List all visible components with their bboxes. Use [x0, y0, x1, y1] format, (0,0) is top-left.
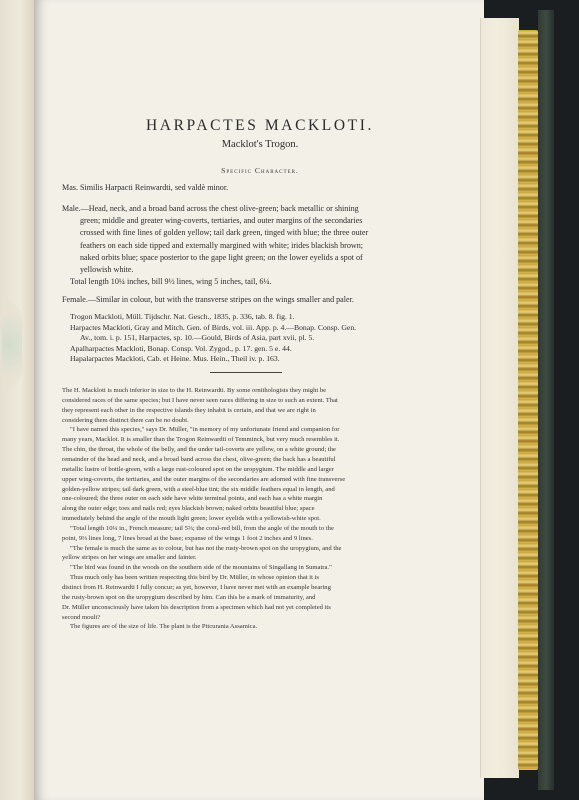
synonymy-line: Hapalarpactes Mackloti, Cab. et Heine. Mus. Hein., Theil iv. p. 163.	[70, 354, 280, 363]
book-cover	[538, 10, 554, 790]
synonymy-line: Av., tom. i. p. 151, Harpactes, sp. 10.—Gould, Birds of Asia, part xvii, pl. 5.	[80, 333, 315, 342]
body-line: upper wing-coverts, the tertiaries, and the outer margins of the secondaries are adorned with fine transverse	[62, 475, 346, 483]
male-line: Total length 10¼ inches, bill 9½ lines, wing 5 inches, tail, 6¼.	[70, 277, 272, 287]
body-line: they represent each other in the respective islands they inhabit is certain, and that we are right in	[62, 406, 316, 414]
body-line: golden-yellow stripes; tail dark green, with a steel-blue tint; the six middle feathers equal in length, and	[62, 485, 335, 493]
male-line: green; middle and greater wing-coverts, tertiaries, and outer margins of the secondaries	[80, 216, 363, 226]
body-line: considered races of the same species; but I have never seen races differing in size to such an extent. That	[62, 396, 338, 404]
male-line: yellowish white.	[80, 265, 134, 274]
male-line: feathers on each side tipped and externally margined with white; irides blackish brown;	[80, 240, 364, 250]
body-line: The H. Mackloti is much inferior in size to the H. Reinwardti. By some ornithologists they might be	[62, 387, 327, 394]
body-line: along the outer edge; toes and nails red; eyes blackish brown; naked orbits beautiful blue; space	[62, 505, 315, 513]
page-subtitle: Macklot's Trogon.	[221, 139, 299, 150]
body-line: Thus much only has been written respecting this bird by Dr. Müller, in whose opinion that it is	[70, 574, 319, 582]
specific-character-heading: Specific Character.	[221, 166, 299, 175]
synonymy-line: Harpactes Mackloti, Gray and Mitch. Gen. of Birds, vol. iii. App. p. 4.—Bonap. Consp. Gen.	[70, 322, 357, 332]
body-line: "I have named this species," says Dr. Müller, "in memory of my unfortunate friend and companion for	[70, 426, 340, 434]
body-line: distinct from H. Reinwardti I fully concur; as yet, however, I have never met with an example bearing	[62, 584, 331, 591]
body-line: The chin, the throat, the whole of the belly, and the under tail-coverts are yellow, on a white ground; the	[62, 446, 336, 454]
synonymy-line: Trogon Mackloti, Müll. Tijdschr. Nat. Gesch., 1835, p. 336, tab. 8. fig. 1.	[70, 312, 295, 321]
body-line: yellow stripes on her wings are smaller and fainter.	[62, 554, 197, 562]
body-line: "The bird was found in the woods on the southern side of the mountains of Singallang in Sumatra."	[70, 564, 332, 572]
page-edges	[480, 18, 519, 778]
body-line: many years, Macklot. It is smaller than the Trogon Reinwardti of Temminck, but very much resembles it.	[62, 436, 340, 444]
female-line: Female.—Similar in colour, but with the transverse stripes on the wings smaller and paler.	[62, 295, 354, 304]
synonymy-line: Apalharpactes Mackloti, Bonap. Consp. Vol. Zygod., p. 17. gen. 5 e. 44.	[70, 343, 292, 353]
body-line: metallic lustre of bottle-green, with a large rust-coloured spot on the uropygium. The middle and larger	[62, 465, 334, 473]
male-line: Male.—Head, neck, and a broad band across the chest olive-green; back metallic or shining	[62, 204, 359, 213]
divider-rule	[210, 372, 282, 373]
body-line: one-coloured; the three outer on each side have white terminal points, and each has a white margin	[62, 495, 323, 503]
body-line: The figures are of the size of life. The plant is the Pitcurania Assamica.	[70, 623, 258, 631]
page-title: HARPACTES MACKLOTI.	[146, 117, 374, 134]
body-line: remainder of the head and neck, and a broad band across the chest, olive-green; the back has a beautiful	[62, 455, 336, 463]
plate-illustration-edge	[2, 300, 22, 390]
gilt-edge	[518, 30, 538, 770]
male-line: naked orbits blue; space posterior to the gape light green; on the lower eyelids a spot of	[80, 252, 363, 262]
body-line: Dr. Müller unconsciously have taken his description from a specimen which had not yet completed its	[62, 603, 331, 611]
body-line: the rusty-brown spot on the uropygium described by him. Can this be a mark of immaturity, and	[62, 593, 316, 601]
body-line: considering them distinct there can be no doubt.	[62, 416, 189, 424]
body-line: second moult?	[62, 613, 101, 621]
left-facing-page	[0, 0, 34, 800]
body-line: "The female is much the same as to colour, but has not the rusty-brown spot on the uropygium, and the	[70, 544, 342, 552]
body-line: point, 9⅓ lines long, 7 lines broad at the base; expanse of the wings 1 foot 2 inches and 9 lines.	[62, 534, 313, 542]
male-line: crossed with fine lines of golden yellow; tail dark green, tinged with blue; the three outer	[80, 228, 369, 238]
mas-line: Mas. Similis Harpacti Reinwardti, sed valdè minor.	[62, 183, 229, 192]
body-line: "Total length 10¼ in., French measure; tail 5⅔; the coral-red bill, from the angle of the mouth to the	[70, 524, 334, 532]
body-line: immediately behind the angle of the mouth light green; lower eyelids with a yellowish-white spot.	[62, 515, 321, 523]
